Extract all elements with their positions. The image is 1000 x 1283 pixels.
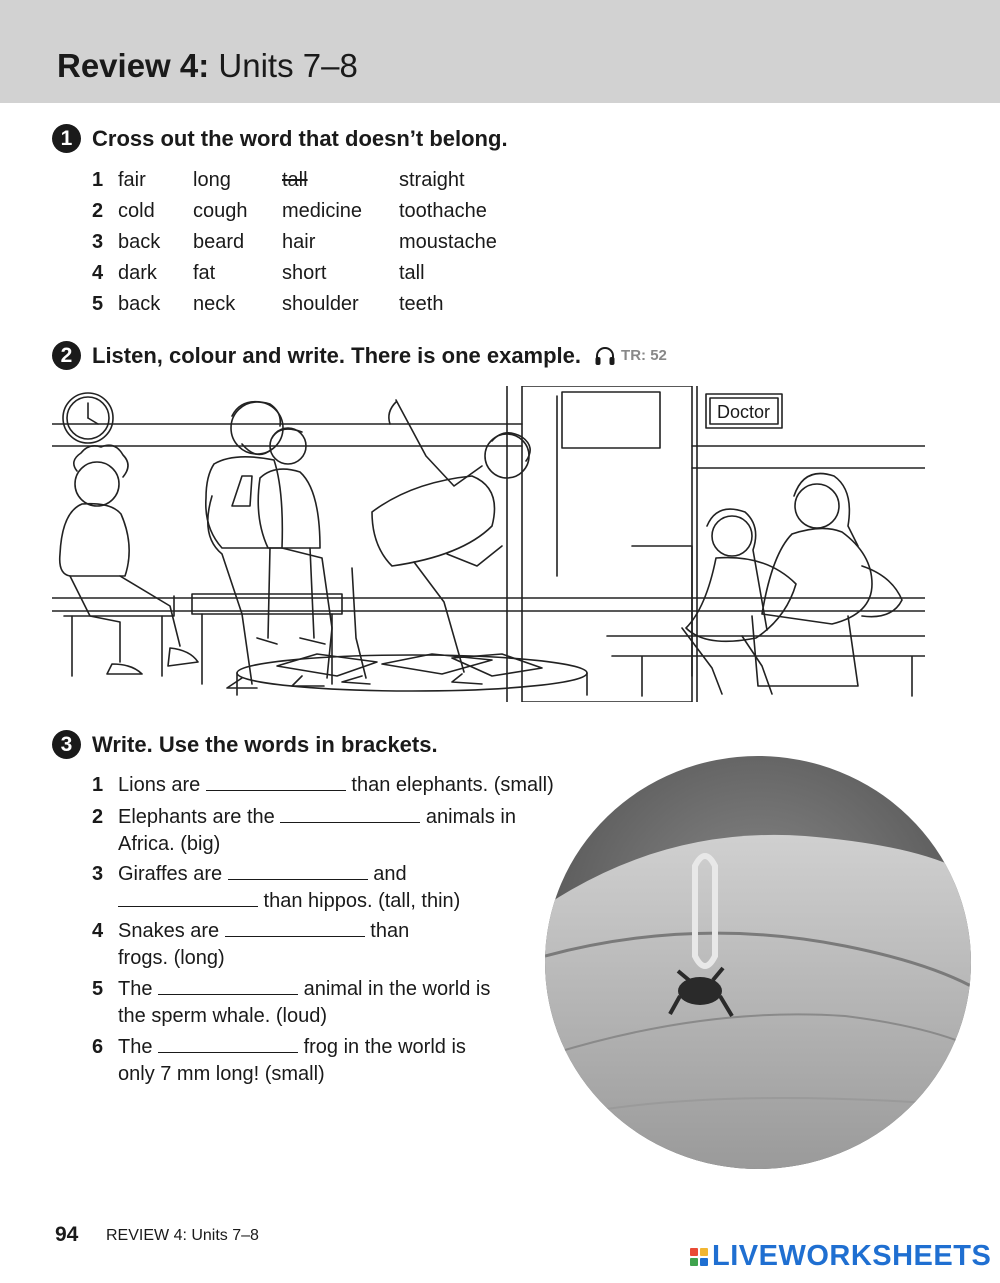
exercise-instruction: Listen, colour and write. There is one example.	[92, 342, 582, 368]
word-option[interactable]: cough	[193, 200, 248, 222]
word-option[interactable]: tall	[399, 262, 425, 284]
row-number: 3	[92, 231, 104, 253]
word-option[interactable]: fat	[193, 262, 216, 284]
question-text: Giraffes are and than hippos. (tall, thin)	[118, 863, 461, 912]
answer-blank[interactable]	[158, 1035, 298, 1053]
word-option[interactable]: cold	[118, 200, 155, 222]
row-number: 1	[92, 169, 104, 191]
question-text: Snakes are than frogs. (long)	[118, 920, 410, 969]
question-number: 3	[92, 863, 104, 885]
page-title: Review 4: Units 7–8	[57, 47, 358, 84]
word-option[interactable]: toothache	[399, 200, 487, 222]
word-option[interactable]: fair	[118, 169, 146, 191]
row-number: 2	[92, 200, 104, 222]
liveworksheets-logo[interactable]	[690, 1240, 991, 1273]
word-option[interactable]: back	[118, 293, 161, 315]
exercise-instruction: Write. Use the words in brackets.	[92, 731, 438, 757]
word-option[interactable]: neck	[193, 293, 236, 315]
footer-label: REVIEW 4: Units 7–8	[106, 1227, 259, 1244]
word-option[interactable]: moustache	[399, 231, 497, 253]
word-option[interactable]: long	[193, 169, 231, 191]
answer-blank[interactable]	[225, 919, 365, 937]
exercise-instruction: Cross out the word that doesn’t belong.	[92, 125, 508, 151]
word-option[interactable]: short	[282, 262, 327, 284]
frog-on-ring-photo	[545, 756, 971, 1169]
answer-blank[interactable]	[228, 862, 368, 880]
answer-blank[interactable]	[118, 889, 258, 907]
word-option[interactable]: beard	[193, 231, 245, 253]
question-number: 4	[92, 920, 104, 942]
word-option[interactable]: shoulder	[282, 293, 359, 315]
doctor-sign-label: Doctor	[717, 402, 771, 422]
word-option[interactable]: dark	[118, 262, 157, 284]
row-number: 4	[92, 262, 104, 284]
exercise-1-title	[52, 124, 508, 153]
question-text: Elephants are the animals in Africa. (big)	[118, 806, 516, 855]
headphones-icon	[593, 344, 617, 368]
exercise-2-title	[52, 341, 667, 370]
answer-blank[interactable]	[280, 805, 420, 823]
question-text: The animal in the world is the sperm whale. (loud)	[118, 978, 491, 1027]
question-number: 5	[92, 978, 104, 1000]
audio-track-ref[interactable]: TR: 52	[593, 342, 667, 370]
question-number: 6	[92, 1036, 104, 1058]
waiting-room-illustration	[52, 386, 925, 702]
word-option[interactable]: back	[118, 231, 161, 253]
brand-icon	[690, 1248, 708, 1266]
word-option-crossed[interactable]: tall	[282, 169, 308, 191]
word-option[interactable]: medicine	[282, 200, 363, 222]
word-option[interactable]: teeth	[399, 293, 444, 315]
answer-blank[interactable]	[206, 773, 346, 791]
brand-name: LIVEWORKSHEETS	[712, 1240, 992, 1272]
page-number: 94	[55, 1223, 79, 1246]
exercise-3-title	[52, 730, 438, 759]
question-text: Lions are than elephants. (small)	[118, 774, 554, 796]
exercise-number-badge: 3	[52, 730, 81, 759]
word-option[interactable]: hair	[282, 231, 316, 253]
page-header	[0, 0, 1000, 103]
row-number: 5	[92, 293, 104, 315]
question-number: 2	[92, 806, 104, 828]
exercise-number-badge: 2	[52, 341, 81, 370]
word-option[interactable]: straight	[399, 169, 465, 191]
answer-blank[interactable]	[158, 977, 298, 995]
question-text: The frog in the world is only 7 mm long! (small)	[118, 1036, 466, 1085]
exercise-number-badge: 1	[52, 124, 81, 153]
question-number: 1	[92, 774, 104, 796]
